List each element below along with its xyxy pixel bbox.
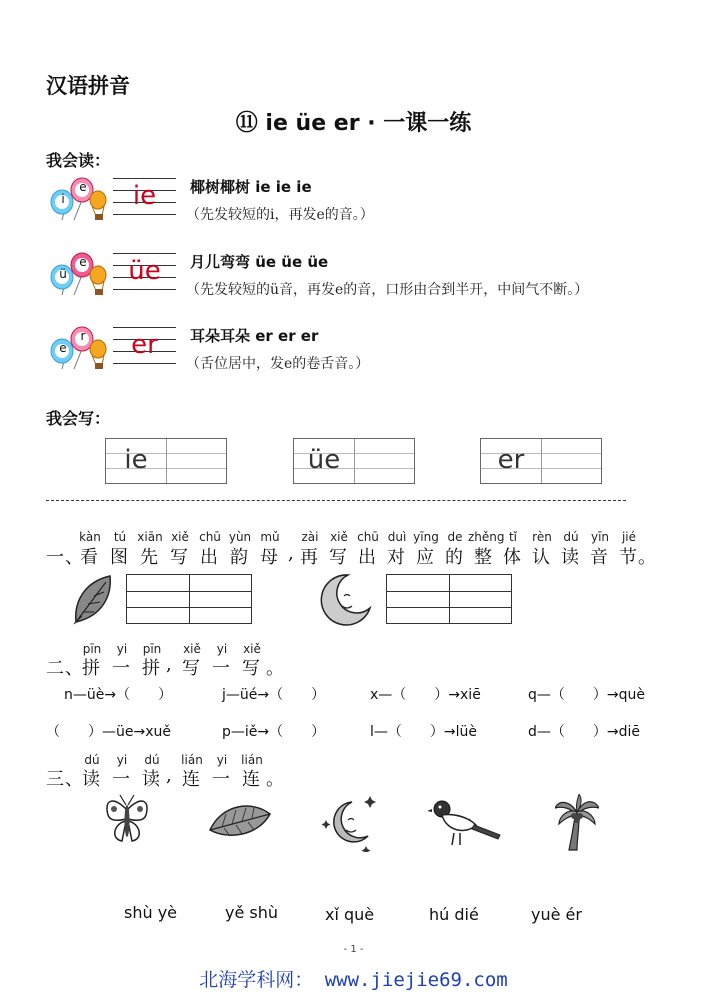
punctuation: , bbox=[166, 654, 173, 675]
write-label: 我会写： bbox=[46, 409, 111, 428]
answer-pinyin[interactable]: xǐ què bbox=[325, 905, 375, 924]
pinyin-syllable: rèn bbox=[532, 530, 552, 544]
hanzi-char: 图 bbox=[110, 547, 129, 568]
exercise-item[interactable]: q—（ ）→què bbox=[528, 687, 645, 703]
pinyin-syllable: xiě bbox=[243, 642, 261, 656]
balloon-letter: ü bbox=[59, 267, 67, 281]
write-sample: ie bbox=[124, 445, 148, 475]
hanzi-char: 读 bbox=[82, 769, 101, 790]
pinyin-syllable: jié bbox=[621, 530, 637, 544]
leaf-icon bbox=[70, 572, 116, 626]
pinyin-syllable: pīn bbox=[82, 642, 102, 656]
section-title: 汉语拼音 bbox=[46, 74, 130, 98]
punctuation: 。 bbox=[638, 547, 657, 568]
pinyin-syllable: yīn bbox=[590, 530, 610, 544]
final-text: ie bbox=[132, 181, 157, 211]
pronunciation-note: （先发较短的ü音，再发e的音，口形由合到半开，中间气不断。） bbox=[186, 282, 589, 298]
exercise-item[interactable]: （ ）—üe→xuě bbox=[46, 724, 171, 740]
hanzi-char: 连 bbox=[242, 769, 261, 790]
pinyin-syllable: yùn bbox=[228, 530, 252, 544]
hanzi-char: 写 bbox=[170, 547, 189, 568]
answer-pinyin[interactable]: yě shù bbox=[225, 903, 279, 922]
punctuation: , bbox=[288, 543, 295, 564]
balloon-letter: e bbox=[79, 180, 87, 194]
leaf-icon[interactable] bbox=[208, 800, 274, 840]
hanzi-char: 拼 bbox=[82, 658, 101, 679]
answer-grid-1[interactable] bbox=[126, 574, 252, 624]
hanzi-char: 体 bbox=[503, 547, 522, 568]
pinyin-syllable: tǐ bbox=[508, 530, 518, 544]
answer-pinyin[interactable]: shù yè bbox=[124, 903, 178, 922]
magpie-icon[interactable] bbox=[428, 795, 502, 849]
pinyin-syllable: lián bbox=[181, 753, 203, 767]
footer-site[interactable]: 北海学科网： www.jiejie69.com bbox=[199, 969, 508, 991]
hanzi-char: 对 bbox=[387, 547, 406, 568]
pinyin-syllable: duì bbox=[387, 530, 407, 544]
dashed-divider bbox=[46, 500, 626, 501]
pinyin-syllable: xiě bbox=[330, 530, 348, 544]
punctuation: 。 bbox=[266, 658, 285, 679]
pinyin-syllable: lián bbox=[241, 753, 263, 767]
hanzi-char: 母 bbox=[260, 547, 279, 568]
balloon-letter: e bbox=[79, 255, 87, 269]
pinyin-syllable: chū bbox=[357, 530, 379, 544]
pinyin-syllable: yīng bbox=[413, 530, 439, 544]
lesson-title: ⑪ ie üe er · 一课一练 bbox=[235, 111, 472, 136]
moon-icon bbox=[318, 572, 372, 626]
write-sample: er bbox=[497, 445, 525, 475]
hanzi-char: 写 bbox=[182, 658, 201, 679]
chant-text: 椰树椰树 ie ie ie bbox=[190, 178, 312, 196]
exercise-item[interactable]: p—iě→（ ） bbox=[222, 724, 326, 740]
hanzi-char: 先 bbox=[140, 547, 159, 568]
pinyin-syllable: pīn bbox=[142, 642, 162, 656]
exercise-item[interactable]: n—üè→（ ） bbox=[64, 687, 173, 703]
write-box-ie[interactable] bbox=[105, 438, 227, 484]
hanzi-char: 韵 bbox=[230, 547, 249, 568]
hanzi-char: 写 bbox=[242, 658, 261, 679]
pinyin-syllable: de bbox=[447, 530, 463, 544]
hanzi-char: 看 bbox=[80, 547, 99, 568]
hanzi-char: 读 bbox=[561, 547, 580, 568]
pinyin-syllable: dú bbox=[84, 753, 100, 767]
hanzi-char: 认 bbox=[532, 547, 551, 568]
page-number: - 1 - bbox=[343, 944, 364, 955]
hanzi-char: 的 bbox=[445, 547, 464, 568]
final-text: er bbox=[131, 330, 158, 360]
pinyin-syllable: dú bbox=[563, 530, 579, 544]
exercise-item[interactable]: d—（ ）→diē bbox=[528, 724, 641, 740]
final-text: üe bbox=[128, 256, 161, 286]
pronunciation-note: （先发较短的i，再发e的音。） bbox=[186, 207, 374, 223]
hanzi-char: 节 bbox=[619, 547, 638, 568]
hanzi-char: 一 bbox=[112, 769, 131, 790]
pinyin-syllable: zhěng bbox=[468, 530, 505, 544]
moon-stars-icon[interactable] bbox=[318, 792, 380, 852]
pinyin-syllable: tú bbox=[113, 530, 127, 544]
write-sample: üe bbox=[307, 445, 341, 475]
punctuation: , bbox=[166, 765, 173, 786]
pinyin-syllable: zài bbox=[301, 530, 319, 544]
pinyin-syllable: chū bbox=[199, 530, 221, 544]
pinyin-syllable: yi bbox=[216, 753, 228, 767]
read-label: 我会读： bbox=[46, 151, 111, 170]
chant-text: 耳朵耳朵 er er er bbox=[190, 327, 319, 345]
hanzi-char: 一 bbox=[212, 658, 231, 679]
hanzi-char: 一 bbox=[112, 658, 131, 679]
punctuation: 。 bbox=[266, 769, 285, 790]
pinyin-syllable: xiě bbox=[171, 530, 189, 544]
coconut-tree-icon[interactable] bbox=[555, 794, 599, 852]
balloon-letter: e bbox=[59, 341, 67, 355]
answer-pinyin[interactable]: yuè ér bbox=[531, 905, 582, 924]
pinyin-syllable: yi bbox=[116, 753, 128, 767]
hanzi-char: 拼 bbox=[142, 658, 161, 679]
exercise-item[interactable]: l—（ ）→lüè bbox=[370, 724, 477, 740]
butterfly-icon[interactable] bbox=[102, 793, 152, 849]
pronunciation-note: （舌位居中，发e的卷舌音。） bbox=[186, 356, 370, 372]
exercise-item[interactable]: x—（ ）→xiē bbox=[370, 687, 481, 703]
pinyin-syllable: yi bbox=[216, 642, 228, 656]
balloon-letter: r bbox=[80, 329, 86, 343]
hanzi-char: 出 bbox=[200, 547, 219, 568]
hanzi-char: 应 bbox=[416, 547, 435, 568]
question-number: 三、 bbox=[46, 769, 84, 790]
hanzi-char: 连 bbox=[182, 769, 201, 790]
hanzi-char: 读 bbox=[142, 769, 161, 790]
pinyin-syllable: mǔ bbox=[260, 530, 280, 544]
chant-text: 月儿弯弯 üe üe üe bbox=[190, 253, 329, 271]
exercise-item[interactable]: j—üé→（ ） bbox=[222, 687, 326, 703]
write-box-er[interactable] bbox=[480, 438, 602, 484]
write-box-ue[interactable] bbox=[293, 438, 415, 484]
pinyin-syllable: xiě bbox=[183, 642, 201, 656]
hanzi-char: 一 bbox=[212, 769, 231, 790]
question-number: 一、 bbox=[46, 547, 84, 568]
pinyin-syllable: kàn bbox=[79, 530, 101, 544]
pinyin-syllable: dú bbox=[144, 753, 160, 767]
hanzi-char: 写 bbox=[329, 547, 348, 568]
hanzi-char: 再 bbox=[300, 547, 319, 568]
question-number: 二、 bbox=[46, 658, 84, 679]
hanzi-char: 出 bbox=[358, 547, 377, 568]
pinyin-syllable: yi bbox=[116, 642, 128, 656]
answer-pinyin[interactable]: hú dié bbox=[429, 905, 479, 924]
hanzi-char: 音 bbox=[590, 547, 609, 568]
hanzi-char: 整 bbox=[474, 547, 493, 568]
pinyin-syllable: xiān bbox=[137, 530, 163, 544]
answer-grid-2[interactable] bbox=[386, 574, 512, 624]
balloon-letter: i bbox=[61, 192, 65, 206]
